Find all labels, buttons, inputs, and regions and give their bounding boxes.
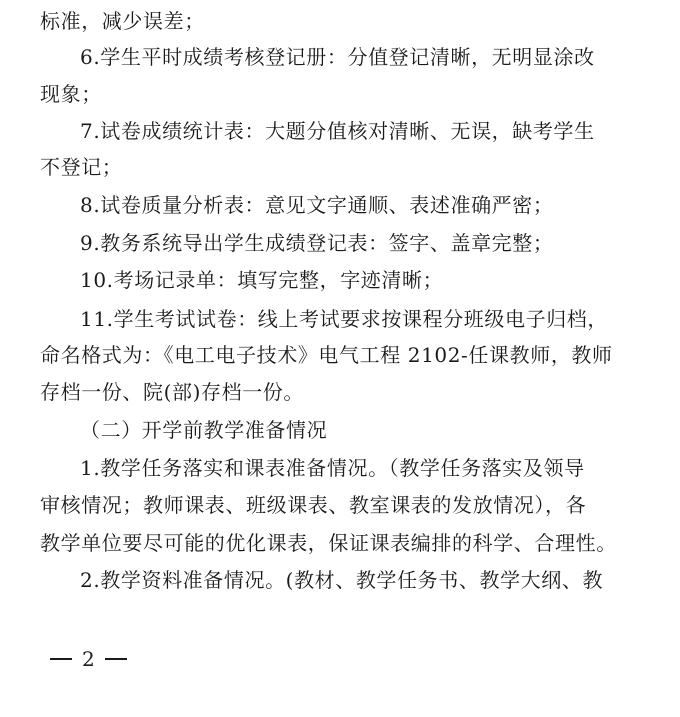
list-item-1: 1.教学任务落实和课表准备情况。（教学任务落实及领导	[80, 456, 585, 480]
section-heading: （二）开学前教学准备情况	[80, 418, 328, 442]
list-item-9: 9.教务系统导出学生成绩登记表：签字、盖章完整；	[80, 231, 554, 255]
text-line: 命名格式为：《电工电子技术》电气工程 2102-任课教师，教师	[40, 343, 613, 367]
text-line: 现象；	[40, 82, 102, 106]
text-line: 标准，减少误差；	[40, 9, 205, 33]
list-item-6: 6.学生平时成绩考核登记册：分值登记清晰，无明显涂改	[80, 45, 595, 69]
list-item-2: 2.教学资料准备情况。(教材、教学任务书、教学大纲、教	[80, 568, 604, 592]
text-line: 审核情况；教师课表、班级课表、教室课表的发放情况），各	[40, 493, 587, 517]
list-item-10: 10.考场记录单：填写完整，字迹清晰；	[80, 268, 444, 292]
list-item-7: 7.试卷成绩统计表：大题分值核对清晰、无误，缺考学生	[80, 119, 595, 143]
page-footer	[40, 645, 137, 673]
list-item-11: 11.学生考试试卷：线上考试要求按课程分班级电子归档，	[80, 307, 609, 331]
page-number: 2	[82, 647, 95, 671]
text-line: 不登记；	[40, 155, 123, 179]
text-line: 教学单位要尽可能的优化课表，保证课表编排的科学、合理性。	[40, 531, 617, 555]
footer-dash-left	[50, 658, 72, 660]
footer-dash-right	[105, 658, 127, 660]
list-item-8: 8.试卷质量分析表：意见文字通顺、表述准确严密；	[80, 193, 554, 217]
text-line: 存档一份、院(部)存档一份。	[40, 380, 305, 404]
